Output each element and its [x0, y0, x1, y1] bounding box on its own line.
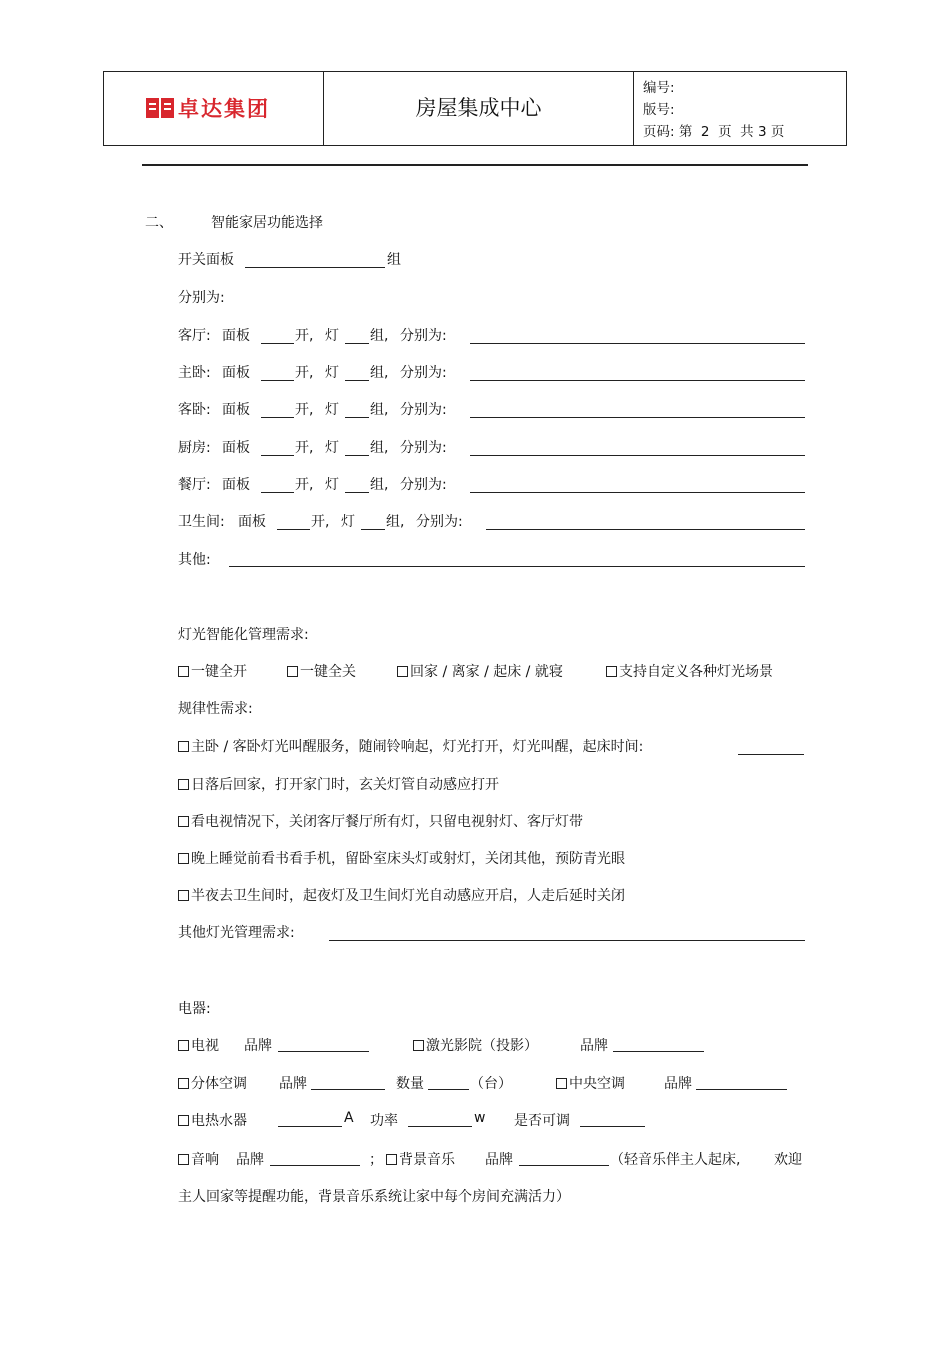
- panel-count-field[interactable]: [261, 492, 294, 493]
- document-title: 房屋集成中心: [415, 96, 542, 120]
- room-detail-field[interactable]: [470, 417, 805, 418]
- light-group-field[interactable]: [345, 380, 369, 381]
- panel-label: 面板: [222, 477, 250, 493]
- panel-count-field[interactable]: [261, 455, 294, 456]
- checkbox[interactable]: [287, 666, 298, 677]
- bg-music-note: 主人回家等提醒功能，背景音乐系统让家中每个房间充满活力）: [178, 1189, 570, 1205]
- unit-a: A: [344, 1110, 354, 1126]
- checkbox[interactable]: [178, 890, 189, 901]
- other-label: 其他:: [178, 552, 211, 568]
- group-label: 组,: [370, 440, 389, 456]
- room-name: 卫生间:: [178, 514, 225, 530]
- version-label: 版号:: [643, 102, 675, 118]
- split-ac-brand-field[interactable]: [311, 1089, 385, 1090]
- tv-brand-field[interactable]: [278, 1051, 369, 1052]
- light-label: 灯: [325, 402, 339, 418]
- light-group-field[interactable]: [345, 455, 369, 456]
- light-group-field[interactable]: [361, 529, 385, 530]
- section-title: 智能家居功能选择: [211, 215, 323, 231]
- company-logo: [146, 94, 270, 122]
- checkbox[interactable]: [178, 816, 189, 827]
- lighting-option-custom[interactable]: 支持自定义各种灯光场景: [606, 661, 773, 681]
- unit-w: w: [474, 1110, 486, 1126]
- regular-item-tv[interactable]: 看电视情况下，关闭客厅餐厅所有灯，只留电视射灯、客厅灯带: [178, 811, 583, 831]
- bg-music-note: （轻音乐伴主人起床,: [610, 1152, 741, 1168]
- appliances-title: 电器:: [178, 1001, 211, 1017]
- light-label: 灯: [325, 328, 339, 344]
- room-name: 餐厅:: [178, 477, 211, 493]
- light-label: 灯: [325, 440, 339, 456]
- panel-count-field[interactable]: [261, 417, 294, 418]
- respectively-label: 分别为:: [400, 328, 447, 344]
- light-group-field[interactable]: [345, 492, 369, 493]
- regular-item-night[interactable]: 半夜去卫生间时，起夜灯及卫生间灯光自动感应开启，人走后延时关闭: [178, 885, 625, 905]
- checkbox[interactable]: [178, 779, 189, 790]
- checkbox[interactable]: [413, 1040, 424, 1051]
- unit-tai: （台）: [470, 1076, 512, 1092]
- room-name: 客卧:: [178, 402, 211, 418]
- room-name: 厨房:: [178, 440, 211, 456]
- light-label: 灯: [325, 365, 339, 381]
- checkbox[interactable]: [606, 666, 617, 677]
- checkbox[interactable]: [178, 853, 189, 864]
- respectively-label: 分别为:: [400, 440, 447, 456]
- other-lighting-label: 其他灯光管理需求:: [178, 925, 295, 941]
- panel-label: 面板: [238, 514, 266, 530]
- regular-needs-title: 规律性需求:: [178, 701, 253, 717]
- group-label: 组,: [386, 514, 405, 530]
- respectively-label: 分别为:: [178, 290, 225, 306]
- room-detail-field[interactable]: [470, 492, 805, 493]
- lighting-option-all-on[interactable]: 一键全开: [178, 661, 247, 681]
- checkbox[interactable]: [178, 1078, 189, 1089]
- open-label: 开,: [295, 477, 314, 493]
- laser-brand-field[interactable]: [613, 1051, 704, 1052]
- open-label: 开,: [311, 514, 330, 530]
- lighting-option-scenes[interactable]: 回家 / 离家 / 起床 / 就寝: [397, 661, 563, 681]
- panel-count-field[interactable]: [277, 529, 310, 530]
- checkbox[interactable]: [178, 741, 189, 752]
- section-number: 二、: [145, 215, 173, 231]
- wakeup-time-field[interactable]: [738, 754, 804, 755]
- panel-label: 面板: [222, 402, 250, 418]
- checkbox[interactable]: [386, 1154, 397, 1165]
- respectively-label: 分别为:: [400, 477, 447, 493]
- light-label: 灯: [341, 514, 355, 530]
- lighting-title: 灯光智能化管理需求:: [178, 627, 309, 643]
- quantity-label: 数量: [396, 1076, 424, 1092]
- appliance-audio[interactable]: 音响: [178, 1149, 219, 1169]
- checkbox[interactable]: [397, 666, 408, 677]
- water-heater-power-field[interactable]: [408, 1126, 472, 1127]
- open-label: 开,: [295, 440, 314, 456]
- room-detail-field[interactable]: [470, 455, 805, 456]
- light-group-field[interactable]: [345, 343, 369, 344]
- switch-panel-count-field[interactable]: [245, 267, 385, 268]
- respectively-label: 分别为:: [400, 402, 447, 418]
- water-heater-adjustable-field[interactable]: [580, 1126, 645, 1127]
- switch-panel-unit: 组: [387, 252, 401, 268]
- adjustable-label: 是否可调: [514, 1113, 570, 1129]
- book-logo-icon: [146, 98, 174, 118]
- open-label: 开,: [295, 365, 314, 381]
- panel-count-field[interactable]: [261, 343, 294, 344]
- light-group-field[interactable]: [345, 417, 369, 418]
- other-field[interactable]: [229, 566, 805, 567]
- light-label: 灯: [325, 477, 339, 493]
- appliance-split-ac[interactable]: 分体空调: [178, 1073, 247, 1093]
- brand-label: 品牌: [664, 1076, 692, 1092]
- logo-text: 卓达集团: [178, 96, 270, 121]
- group-label: 组,: [370, 477, 389, 493]
- power-label: 功率: [370, 1113, 398, 1129]
- central-ac-brand-field[interactable]: [696, 1089, 787, 1090]
- room-detail-field[interactable]: [470, 380, 805, 381]
- panel-count-field[interactable]: [261, 380, 294, 381]
- regular-item-sunset[interactable]: 日落后回家，打开家门时，玄关灯管自动感应打开: [178, 774, 499, 794]
- respectively-label: 分别为:: [416, 514, 463, 530]
- room-detail-field[interactable]: [486, 529, 805, 530]
- switch-panel-label: 开关面板: [178, 252, 234, 268]
- regular-item-reading[interactable]: 晚上睡觉前看书看手机，留卧室床头灯或射灯，关闭其他，预防青光眼: [178, 848, 625, 868]
- brand-label: 品牌: [485, 1152, 513, 1168]
- brand-label: 品牌: [244, 1038, 272, 1054]
- appliance-tv[interactable]: 电视: [178, 1035, 219, 1055]
- audio-brand-field[interactable]: [270, 1165, 360, 1166]
- group-label: 组,: [370, 328, 389, 344]
- header-rule: [142, 164, 808, 166]
- bg-music-brand-field[interactable]: [519, 1165, 609, 1166]
- checkbox[interactable]: [556, 1078, 567, 1089]
- water-heater-amps-field[interactable]: [278, 1126, 342, 1127]
- appliance-laser[interactable]: 激光影院（投影）: [413, 1035, 538, 1055]
- brand-label: 品牌: [580, 1038, 608, 1054]
- panel-label: 面板: [222, 328, 250, 344]
- respectively-label: 分别为:: [400, 365, 447, 381]
- appliance-central-ac[interactable]: 中央空调: [556, 1073, 625, 1093]
- panel-label: 面板: [222, 440, 250, 456]
- room-name: 客厅:: [178, 328, 211, 344]
- bg-music-note: 欢迎: [774, 1152, 802, 1168]
- other-lighting-field[interactable]: [329, 940, 805, 941]
- appliance-bg-music[interactable]: 背景音乐: [386, 1149, 455, 1169]
- open-label: 开,: [295, 402, 314, 418]
- header-divider: [633, 71, 634, 146]
- semicolon: ；: [369, 1152, 383, 1168]
- checkbox[interactable]: [178, 666, 189, 677]
- split-ac-quantity-field[interactable]: [428, 1089, 469, 1090]
- brand-label: 品牌: [236, 1152, 264, 1168]
- lighting-option-all-off[interactable]: 一键全关: [287, 661, 356, 681]
- checkbox[interactable]: [178, 1040, 189, 1051]
- code-label: 编号:: [643, 80, 675, 96]
- group-label: 组,: [370, 402, 389, 418]
- open-label: 开,: [295, 328, 314, 344]
- checkbox[interactable]: [178, 1154, 189, 1165]
- checkbox[interactable]: [178, 1115, 189, 1126]
- regular-item-wakeup[interactable]: 主卧 / 客卧灯光叫醒服务，随闹铃响起，灯光打开，灯光叫醒，起床时间:: [178, 736, 643, 756]
- page-number: 页码: 第 2 页 共 3 页: [643, 124, 785, 140]
- room-name: 主卧:: [178, 365, 211, 381]
- panel-label: 面板: [222, 365, 250, 381]
- group-label: 组,: [370, 365, 389, 381]
- appliance-water-heater[interactable]: 电热水器: [178, 1110, 247, 1130]
- room-detail-field[interactable]: [470, 343, 805, 344]
- brand-label: 品牌: [279, 1076, 307, 1092]
